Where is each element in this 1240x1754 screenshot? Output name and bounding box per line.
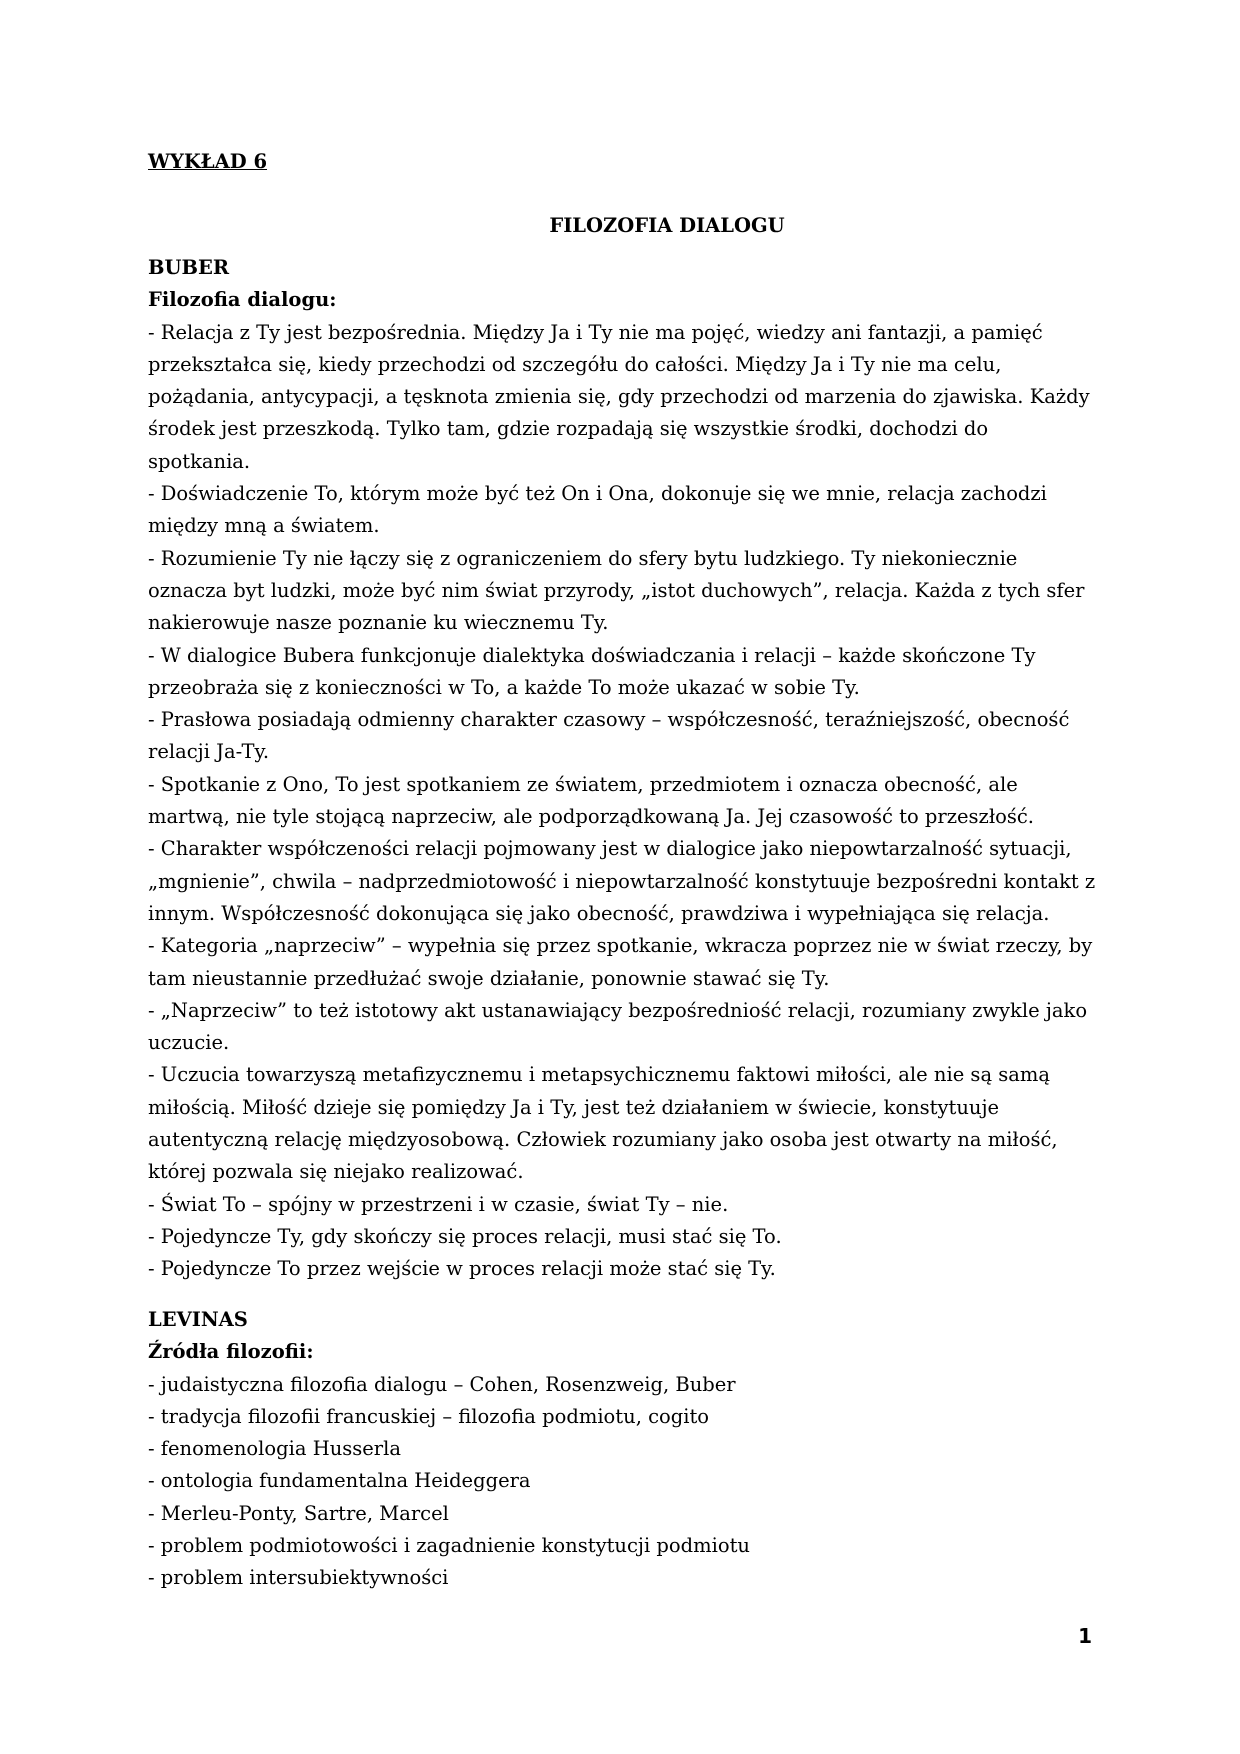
lecture-title: WYKŁAD 6 [148,150,268,173]
document-title: FILOZOFIA DIALOGU [549,214,785,237]
page-number: 1 [1078,1624,1092,1648]
levinas-subheading: Źródła filozofii: [148,1340,314,1364]
levinas-point-4: - ontologia fundamentalna Heideggera [148,1469,531,1493]
buber-point-3: - Rozumienie Ty nie łączy się z ograniczeniem do sfery bytu ludzkiego. Ty niekoniecznie oznacza byt ludzki, może być nim świat przyrody, „istot duchowych”, relacja. Każda z tych sfer nakierowuje nasze poznanie ku wiecznemu Ty. [148,546,1085,635]
buber-point-8: - Kategoria „naprzeciw” – wypełnia się przez spotkanie, wkracza poprzez nie w świat rzeczy, by tam nieustannie przedłużać swoje działanie, ponownie stawać się Ty. [148,934,1093,990]
buber-point-2: - Doświadczenie To, którym może być też On i Ona, dokonuje się we mnie, relacja zachodzi między mną a światem. [148,482,1047,538]
buber-point-4: - W dialogice Bubera funkcjonuje dialektyka doświadczania i relacji – każde skończone Ty przeobraża się z konieczności w To, a każde To może ukazać w sobie Ty. [148,643,1036,699]
levinas-point-3: - fenomenologia Husserla [148,1437,401,1461]
buber-section [148,252,1096,1286]
buber-point-6: - Spotkanie z Ono, To jest spotkaniem ze światem, przedmiotem i oznacza obecność, ale martwą, nie tyle stojącą naprzeciw, ale podporządkowaną Ja. Jej czasowość to przeszłość. [148,772,1035,829]
levinas-point-2: - tradycja filozofii francuskiej – filozofia podmiotu, cogito [148,1404,710,1428]
buber-point-10: - Uczucia towarzyszą metafizycznemu i metapsychicznemu faktowi miłości, ale nie są samą miłością. Miłość dzieje się pomiędzy Ja i Ty, jest też działaniem w świecie, konstytuuje autentyczną relację międzyosobową. Człowiek rozumiany jako osoba jest otwarty na miłość, której pozwala się niejako realizować. [148,1063,1058,1184]
buber-point-5: - Prasłowa posiadają odmienny charakter czasowy – współczesność, teraźniejszość, obecność relacji Ja-Ty. [148,708,1070,764]
levinas-heading: LEVINAS [148,1308,248,1331]
buber-subheading: Filozofia dialogu: [148,288,337,312]
buber-point-1: - Relacja z Ty jest bezpośrednia. Między Ja i Ty nie ma pojęć, wiedzy ani fantazji, a pamięć przekształca się, kiedy przechodzi od szczegółu do całości. Między Ja i Ty nie ma celu, pożądania, antycypacji, a tęsknota zmienia się, gdy przechodzi od marzenia do zjawiska. Każdy środek jest przeszkodą. Tylko tam, gdzie rozpadają się wszystkie środki, dochodzi do spotkania. [148,320,1090,473]
buber-heading: BUBER [148,256,230,279]
levinas-point-5: - Merleu-Ponty, Sartre, Marcel [148,1501,449,1525]
buber-point-9: - „Naprzeciw” to też istotowy akt ustanawiający bezpośredniość relacji, rozumiany zwykle jako uczucie. [148,998,1088,1055]
buber-point-7: - Charakter współczeności relacji pojmowany jest w dialogice jako niepowtarzalność sytuacji, „mgnienie”, chwila – nadprzedmiotowość i niepowtarzalność konstytuuje bezpośredni kontakt z innym. Współczesność dokonująca się jako obecność, prawdziwa i wypełniająca się relacja. [148,837,1096,925]
levinas-section [148,1304,1096,1595]
levinas-point-1: - judaistyczna filozofia dialogu – Cohen, Rosenzweig, Buber [148,1372,736,1396]
levinas-point-6: - problem podmiotowości i zagadnienie konstytucji podmiotu [148,1534,750,1558]
levinas-point-7: - problem intersubiektywności [148,1566,449,1590]
buber-point-13: - Pojedyncze To przez wejście w proces relacji może stać się Ty. [148,1257,776,1281]
buber-point-12: - Pojedyncze Ty, gdy skończy się proces relacji, musi stać się To. [148,1224,782,1248]
buber-point-11: - Świat To – spójny w przestrzeni i w czasie, świat Ty – nie. [148,1192,729,1216]
